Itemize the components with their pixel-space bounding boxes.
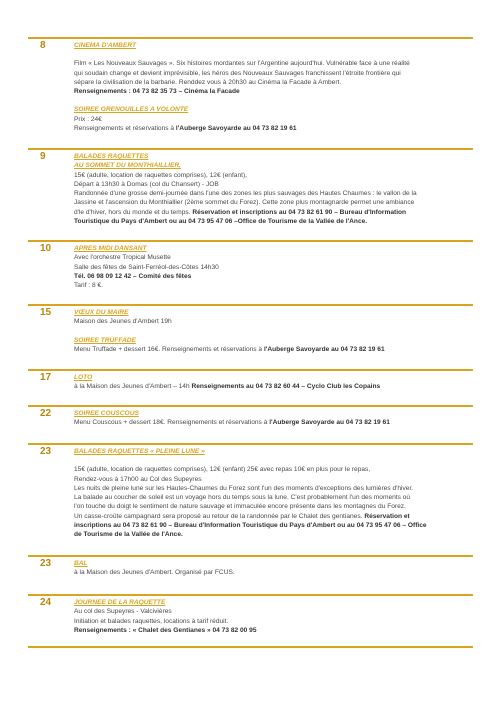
description-line: Randonnée d'une grosse demi-journée dans l'une des zones les plus sauvages des Hautes Chaumes : le vallon de la <box>74 190 417 198</box>
reservation-info: Touristique du Pays d'Ambert ou au 04 73 95 47 06 –Office de Tourisme de la Vallée de l'Ance. <box>74 218 368 226</box>
sub-event-title: SOIREE GRENOUILLES A VOLONTE <box>74 106 189 114</box>
event-title-line2: AU SOMMET DU MONTHIAILLIER, <box>74 162 181 170</box>
sub-event-title: SOIREE TRUFFADE <box>74 336 136 344</box>
contact-info: l'Auberge Savoyarde au 04 73 82 19 61 <box>269 419 390 427</box>
contact-prefix: Renseignements et réservations à <box>74 125 176 133</box>
contact-info: l'Auberge Savoyarde au 04 73 82 19 61 <box>175 125 297 133</box>
day-number: 10 <box>40 243 52 254</box>
description-line: Film « Les Nouveaux Sauvages ». Six histoires mordantes sur l'Argentine aujourd'hui. Vulnérable face à une réalité <box>74 60 410 68</box>
day-number: 9 <box>40 151 46 162</box>
description-line: Les nuits de pleine lune sur les Hautes-Chaumes du Forez sont l'un des moments d'exceptions des lumières d'hiver. <box>74 484 414 492</box>
contact-info: Renseignements : 04 73 82 35 73 – Cinéma la Facade <box>74 88 240 96</box>
day-number: 17 <box>40 372 52 383</box>
bottom-divider <box>28 646 473 648</box>
description-line: 15€ (adulte, location de raquettes comprises), 12€ (enfant) 25€ avec repas 10€ en plus pour le repas, <box>74 466 371 474</box>
description-line: Départ à 13h30 à Domas (col du Chansert) - JOB <box>74 180 219 188</box>
divider <box>28 148 473 150</box>
description-line: Maison des Jeunes d'Ambert 19h <box>74 318 172 326</box>
price: Prix : 24€ <box>74 115 102 123</box>
description-line: d'le d'hiver, hors du monde et du temps. <box>74 208 193 216</box>
reservation-info: Réservation et <box>364 512 410 520</box>
description-line: Menu Couscous + dessert 18€. Renseignements et réservations à <box>74 419 270 427</box>
divider <box>28 240 473 242</box>
day-number: 22 <box>40 408 52 419</box>
contact-info: Renseignements : « Chalet des Gentianes » 04 73 82 00 95 <box>74 626 257 634</box>
description-line: Initiation et balades raquettes, locations à tarif réduit. <box>74 617 229 625</box>
description-line: Un casse-croûte campagnard sera proposé au retour de la randonnée par le Chalet des gentianes. <box>74 512 365 520</box>
divider <box>28 405 473 407</box>
description-line: Rendez-vous à 17h00 au Col des Supeyres <box>74 475 202 483</box>
reservation-info: Réservation et inscriptions au 04 73 82 61 90 – Bureau d'Information <box>192 208 407 216</box>
entry-content <box>74 152 473 226</box>
entry-content <box>74 598 473 635</box>
entry-content <box>74 41 473 133</box>
description-line: Avec l'orchestre Tropical Musette <box>74 254 171 262</box>
entry-content <box>74 559 473 578</box>
divider <box>28 443 473 445</box>
day-number: 15 <box>40 307 52 318</box>
description-line: La balade au coucher de soleil est un voyage hors du temps sous la lune. C'est probablement l'un des moments où <box>74 494 411 502</box>
divider <box>28 594 473 596</box>
day-number: 24 <box>40 597 52 608</box>
divider <box>28 369 473 371</box>
event-title: BALADES RAQUETTES <box>74 153 149 160</box>
entry-content <box>74 373 473 392</box>
description-line: à la Maison des Jeunes d'Ambert – 14h <box>74 383 192 391</box>
event-title: VŒUX DU MAIRE <box>74 309 129 316</box>
event-title: JOURNEE DE LA RAQUETTE <box>74 599 166 606</box>
event-title: BALADES RAQUETTES « PLEINE LUNE » <box>74 448 205 455</box>
day-number: 23 <box>40 558 52 569</box>
divider <box>28 304 473 306</box>
description-line: Au col des Supeyres - Valcivières <box>74 608 172 616</box>
description-line: 15€ (adulte, location de raquettes comprises), 12€ (enfant), <box>74 171 248 179</box>
contact-info: Tél. 06 98 09 12 42 – Comité des fêtes <box>74 272 192 280</box>
description-line: Salle des fêtes de Saint-Ferréol-des-Côtes 14h30 <box>74 263 219 271</box>
entry-content <box>74 244 473 290</box>
description-line: Jassine et l'ascension du Monthiallier (2ème sommet du Forez). Cette zone plus montagnarde permet une ambiance <box>74 199 415 207</box>
description-line: qui soudain change et devient imprévisible, les héros des Nouveaux Sauvages franchissent l'étroite frontière qui <box>74 69 401 77</box>
divider <box>28 37 473 39</box>
event-title: CINEMA D'AMBERT <box>74 42 137 49</box>
event-title: LOTO <box>74 374 93 381</box>
divider <box>28 555 473 557</box>
description-line: à la Maison des Jeunes d'Ambert. Organisé par FCUS. <box>74 569 235 577</box>
event-title: APRES MIDI DANSANT <box>74 245 147 252</box>
day-number: 23 <box>40 446 52 457</box>
entry-content <box>74 308 473 354</box>
day-number: 8 <box>40 40 46 51</box>
reservation-info: de Tourisme de la Vallée de l'Ance. <box>74 531 183 539</box>
price: Tarif : 8 €. <box>74 282 103 290</box>
event-title: BAL <box>74 560 88 567</box>
description-line: l'on touche du doigt le sentiment de nature sauvage et immaculée encore présente dans les montagnes du Forez. <box>74 503 406 511</box>
description-line: sépare la civilisation de la barbarie. Renddez vous à 20h30 au Cinéma la Facade à Ambert. <box>74 78 342 86</box>
contact-info: l'Auberge Savoyarde au 04 73 82 19 61 <box>263 345 385 353</box>
description-line: Menu Truffade + dessert 16€. Renseignements et réservations à <box>74 345 264 353</box>
contact-info: Renseignements au 04 73 82 60 44 – Cyclo Club les Copains <box>191 383 381 391</box>
event-title: SOIREE COUSCOUS <box>74 410 139 417</box>
reservation-info: inscriptions au 04 73 82 61 90 – Bureau d'Information Touristique du Pays d'Ambert ou au 04 73 95 47 06 – Office <box>74 522 427 530</box>
entry-content <box>74 447 473 540</box>
entry-content <box>74 409 473 428</box>
